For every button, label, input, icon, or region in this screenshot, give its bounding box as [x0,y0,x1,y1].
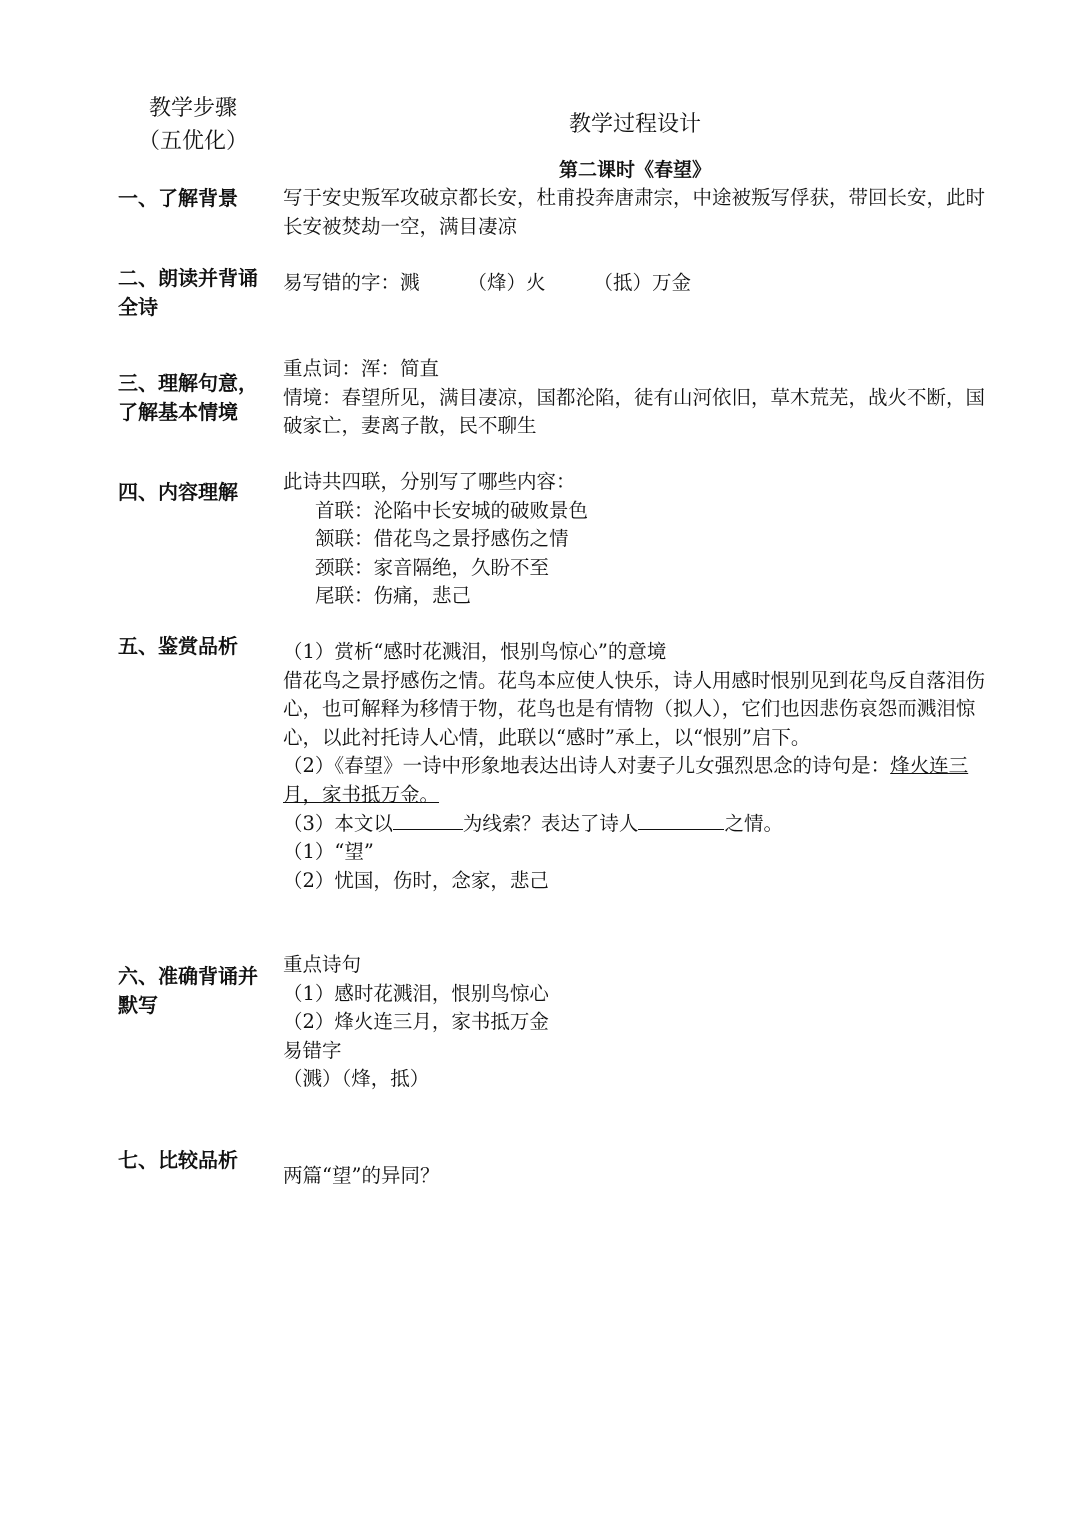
content-intro: 此诗共四联，分别写了哪些内容： [283,470,576,493]
column-header-design: 教学过程设计 [568,112,701,137]
steps-title: 教学步骤 [148,96,237,121]
key-word: 重点词：浑：简直 [283,357,440,380]
section-2-label: 二、朗读并背诵全诗 [118,266,258,319]
answer-3-2: （2）忧国，伤时，念家，悲己 [283,868,549,892]
error-prone-chars-1: 易写错的字：溅 [283,271,420,294]
context-text: 情境：春望所见，满目凄凉，国都沦陷，徒有山河依旧，草木荒芜，战火不断，国破家亡，妻离子散，民不聊生 [283,385,986,438]
error-prone-chars: （溅）（烽，抵） [283,1067,430,1091]
section-6-body [283,951,995,1094]
steps-subtitle: （五优化） [137,129,248,154]
section-5-body [283,638,995,895]
question-2 [283,752,995,809]
section-4-body [283,468,995,611]
question-3-part3: 之情。 [724,811,783,835]
column-header-steps [118,92,268,158]
couplet-4: 尾联：伤痛，悲己 [315,584,472,608]
section-4-label: 四、内容理解 [118,480,238,504]
couplet-2: 颔联：借花鸟之景抒感伤之情 [315,527,569,551]
question-2-prefix: （2）《春望》一诗中形象地表达出诗人对妻子儿女强烈思念的诗句是： [283,754,891,778]
error-prone-chars-2: （烽）火 [467,271,546,294]
key-line-1: （1）感时花溅泪，恨别鸟惊心 [283,981,549,1005]
section-3-label: 三、理解句意，了解基本情境 [118,371,258,424]
section-1-label: 一、了解背景 [118,186,238,210]
lesson-subtitle: 第二课时《春望》 [558,159,711,181]
couplet-1: 首联：沦陷中长安城的破败景色 [315,498,589,522]
section-7-body [283,1162,995,1191]
question-3-part2: 为线索？表达了诗人 [462,811,639,835]
section-6-label: 六、准确背诵并默写 [118,964,258,1017]
question-2-answer: 烽火连三月，家书抵万金。 [283,754,969,806]
background-text: 写于安史叛军攻破京都长安，杜甫投奔唐肃宗，中途被叛写俘获，带回长安，此时长安被焚劫一空，满目凄凉 [283,186,986,238]
key-line-2: （2）烽火连三月，家书抵万金 [283,1010,549,1034]
error-prone-heading: 易错字 [283,1038,342,1062]
key-lines-heading: 重点诗句 [283,953,362,976]
section-7-label: 七、比较品析 [118,1148,238,1172]
answer-3-1: （1）“望” [283,840,374,864]
question-3 [283,810,995,839]
question-3-part1: （3）本文以 [283,811,393,835]
comparison-question: 两篇“望”的异同？ [283,1164,440,1187]
section-5-label: 五、鉴赏品析 [118,634,238,658]
section-1-body [283,184,995,241]
fill-blank-2 [638,811,724,830]
section-3-body [283,355,995,441]
answer-1: 借花鸟之景抒感伤之情。花鸟本应使人快乐，诗人用感时恨别见到花鸟反自落泪伤心，也可解释为移情于物，花鸟也是有情物（拟人），它们也因悲伤哀怨而溅泪惊心，以此衬托诗人心情，此联以“感时”承上，以“恨别”启下。 [283,668,986,749]
error-prone-chars-3: （抵）万金 [593,271,692,294]
couplet-3: 颈联：家音隔绝，久盼不至 [315,555,550,579]
fill-blank-1 [393,811,463,830]
section-2-body [283,269,995,298]
question-1: （1）赏析“感时花溅泪，恨别鸟惊心”的意境 [283,640,667,663]
